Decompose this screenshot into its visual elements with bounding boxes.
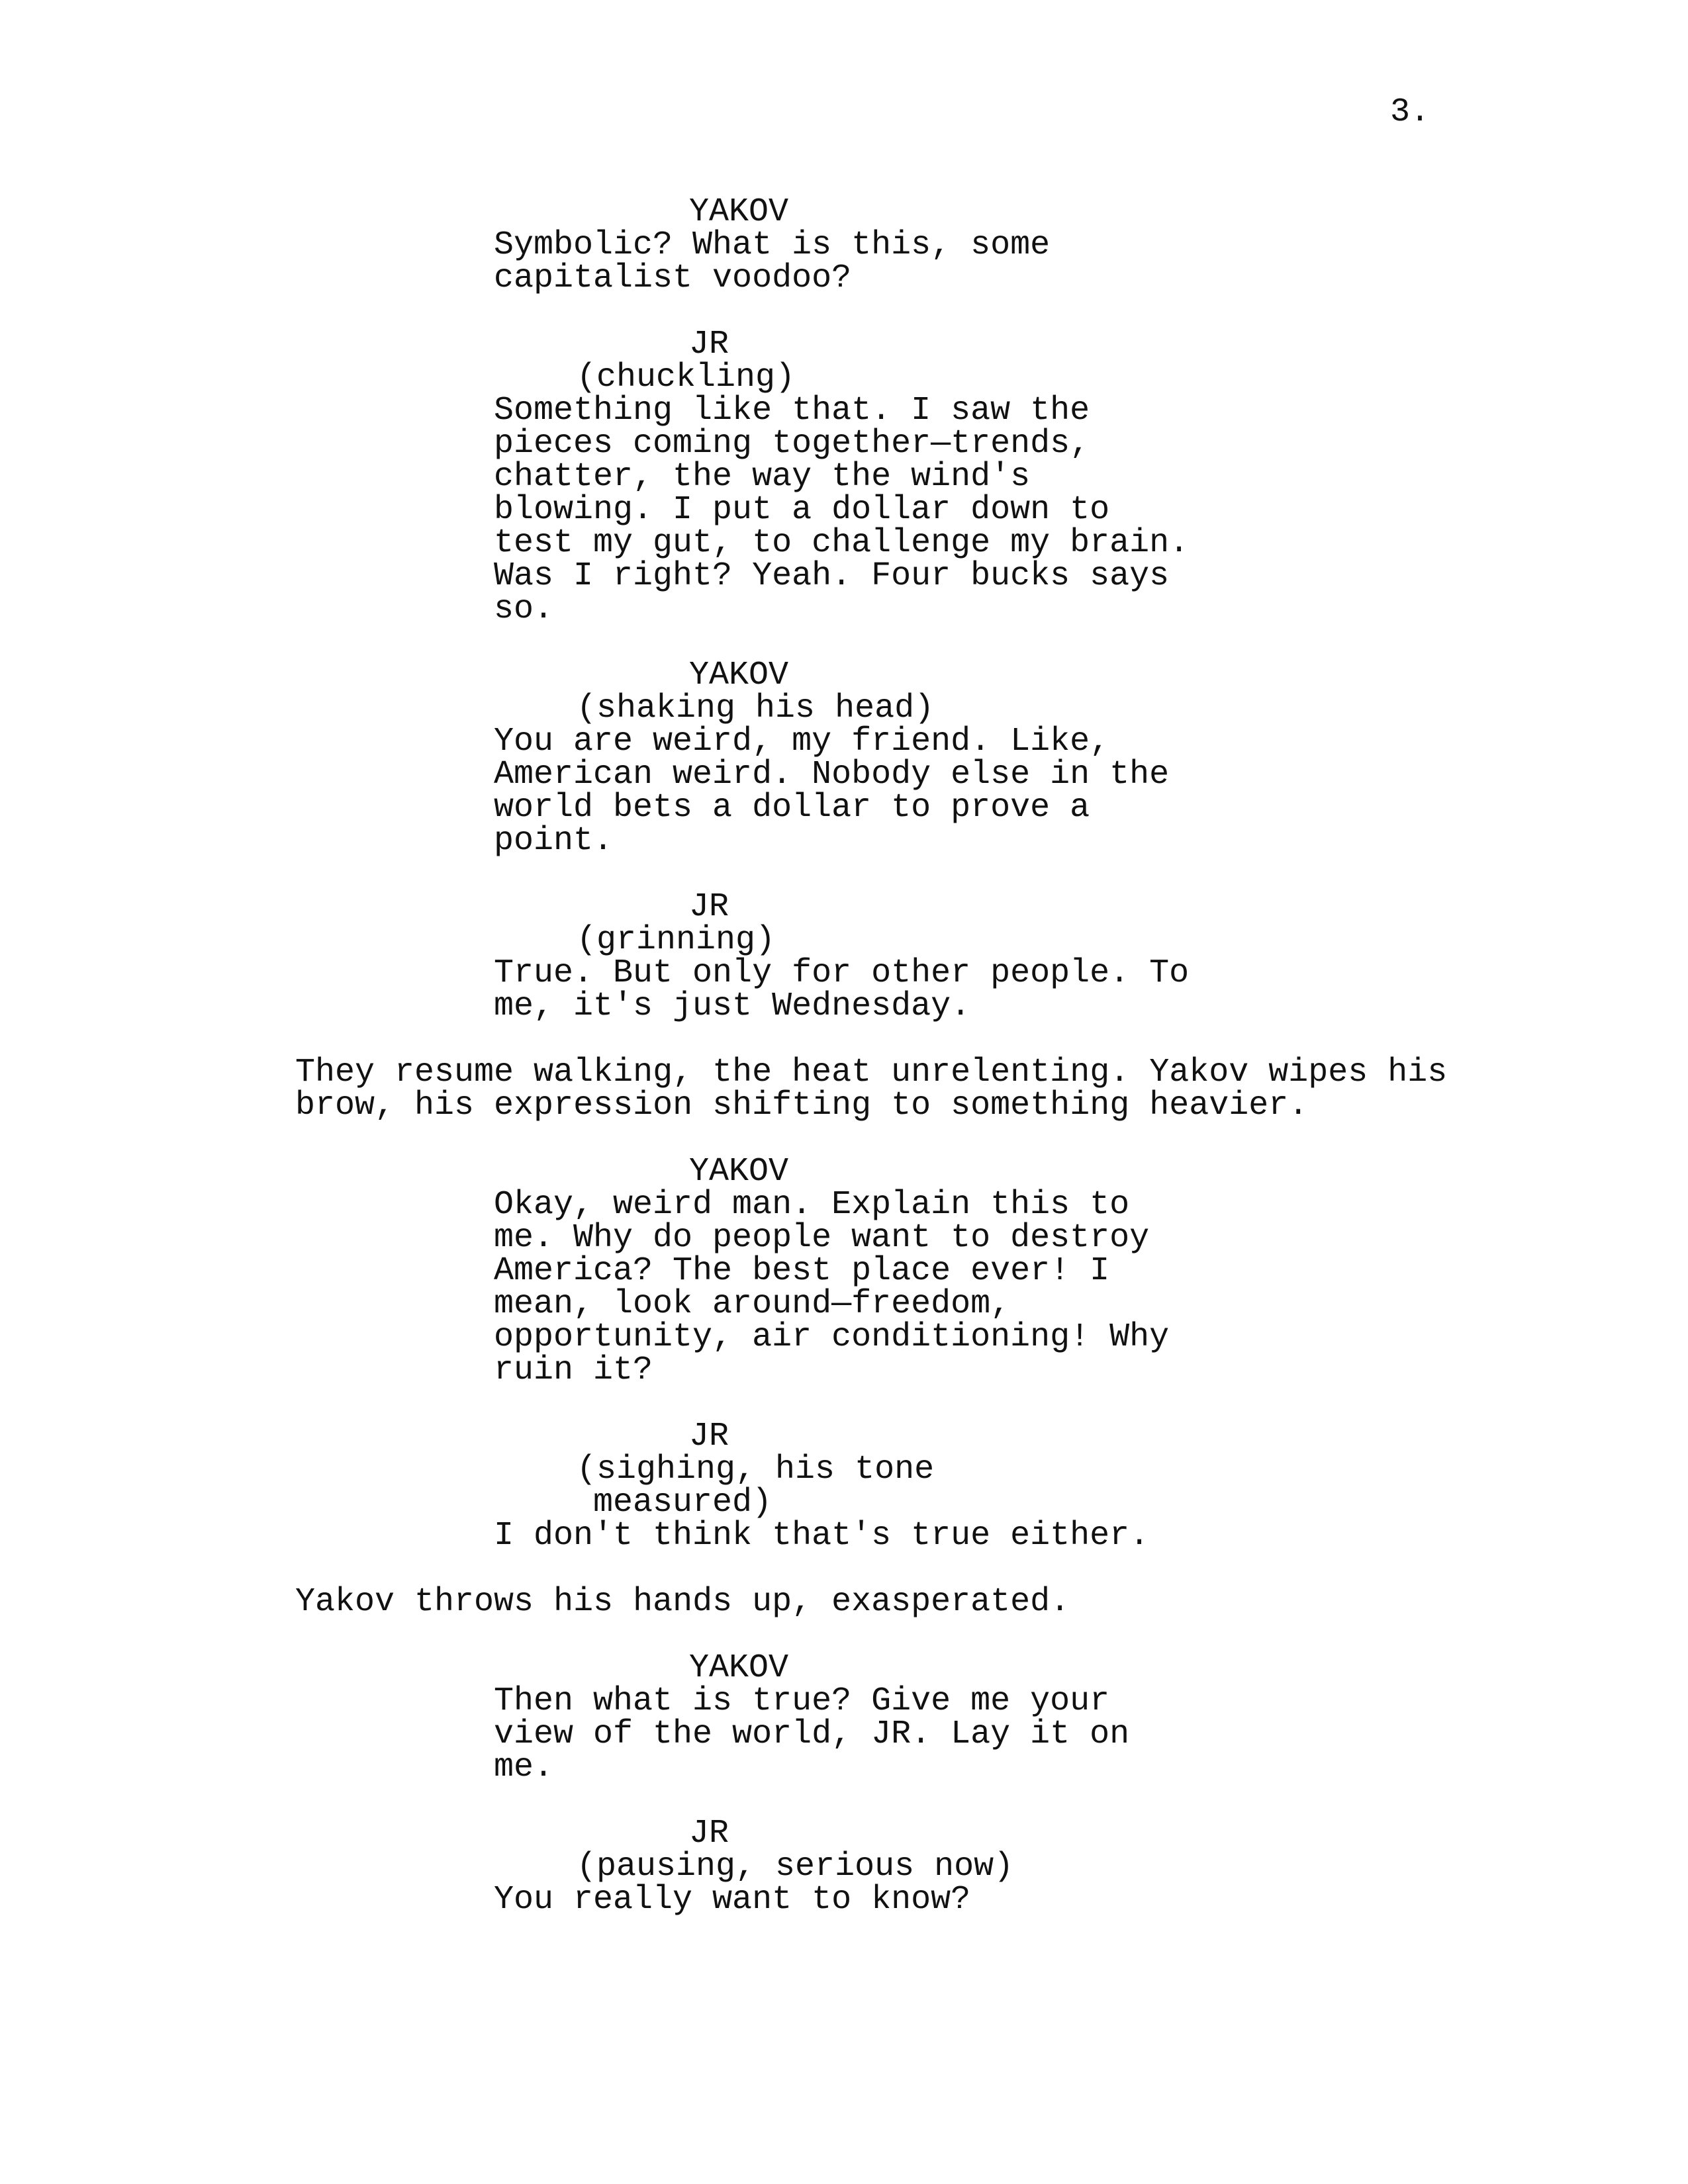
action-line: They resume walking, the heat unrelenting. Yakov wipes his [295, 1054, 1448, 1091]
script-body [0, 193, 1688, 1919]
dialogue-block [0, 1881, 1688, 1919]
character-block [0, 1420, 1688, 1453]
character-name: JR [689, 1418, 729, 1455]
dialogue-line: world bets a dollar to prove a [494, 789, 1090, 827]
page-number: 3. [1390, 93, 1430, 131]
dialogue-line: chatter, the way the wind's [494, 458, 1031, 496]
dialogue-line: I don't think that's true either. [494, 1517, 1150, 1555]
dialogue-line: blowing. I put a dollar down to [494, 491, 1110, 529]
parenthetical-line: (sighing, his tone [577, 1451, 935, 1488]
block-spacer [0, 295, 1688, 328]
dialogue-line: so. [494, 590, 554, 628]
dialogue-block [0, 1517, 1688, 1555]
dialogue-block [0, 226, 1688, 297]
character-block [0, 193, 1688, 231]
dialogue-line: me, it's just Wednesday. [494, 987, 971, 1025]
character-block [0, 1153, 1688, 1191]
block-spacer [0, 626, 1688, 659]
character-name: JR [689, 326, 729, 363]
action-block [0, 1583, 1688, 1621]
character-name: YAKOV [689, 1153, 789, 1191]
character-block [0, 1649, 1688, 1687]
parenthetical-block [0, 361, 1688, 394]
character-block [0, 659, 1688, 692]
action-block [0, 1056, 1688, 1122]
block-spacer [0, 1553, 1688, 1586]
dialogue-line: ruin it? [494, 1351, 653, 1389]
dialogue-line: point. [494, 822, 614, 860]
dialogue-block [0, 394, 1688, 626]
dialogue-line: Then what is true? Give me your [494, 1682, 1110, 1720]
parenthetical-block [0, 1850, 1688, 1884]
block-spacer [0, 1023, 1688, 1056]
character-block [0, 328, 1688, 361]
dialogue-line: You are weird, my friend. Like, [494, 723, 1110, 760]
dialogue-line: opportunity, air conditioning! Why [494, 1318, 1170, 1356]
dialogue-block [0, 1186, 1688, 1389]
dialogue-line: me. [494, 1749, 554, 1786]
dialogue-line: Okay, weird man. Explain this to [494, 1186, 1130, 1224]
dialogue-block [0, 1682, 1688, 1786]
parenthetical-block [0, 921, 1688, 959]
block-spacer [0, 1619, 1688, 1652]
parenthetical-block [0, 1453, 1688, 1520]
character-name: YAKOV [689, 657, 789, 694]
character-name: YAKOV [689, 193, 789, 231]
block-spacer [0, 1122, 1688, 1156]
parenthetical-line: (chuckling) [577, 359, 796, 396]
character-block [0, 1817, 1688, 1850]
dialogue-block [0, 954, 1688, 1025]
dialogue-line: capitalist voodoo? [494, 259, 852, 297]
dialogue-line: mean, look around—freedom, [494, 1285, 1011, 1323]
action-line: brow, his expression shifting to something heavier. [295, 1087, 1309, 1124]
dialogue-line: test my gut, to challenge my brain. [494, 524, 1190, 562]
block-spacer [0, 1784, 1688, 1817]
block-spacer [0, 858, 1688, 891]
character-name: YAKOV [689, 1649, 789, 1687]
character-name: JR [689, 888, 729, 926]
block-spacer [0, 1387, 1688, 1420]
dialogue-line: pieces coming together—trends, [494, 425, 1090, 463]
dialogue-line: You really want to know? [494, 1881, 971, 1919]
dialogue-line: view of the world, JR. Lay it on [494, 1715, 1130, 1753]
parenthetical-line: measured) [593, 1484, 773, 1522]
parenthetical-line: (pausing, serious now) [577, 1848, 1014, 1886]
dialogue-line: Something like that. I saw the [494, 392, 1090, 430]
character-block [0, 888, 1688, 926]
dialogue-block [0, 725, 1688, 858]
dialogue-line: Symbolic? What is this, some [494, 226, 1051, 264]
dialogue-line: American weird. Nobody else in the [494, 756, 1170, 794]
parenthetical-block [0, 692, 1688, 725]
character-name: JR [689, 1815, 729, 1852]
dialogue-line: True. But only for other people. To [494, 954, 1190, 992]
parenthetical-line: (shaking his head) [577, 690, 935, 727]
dialogue-line: Was I right? Yeah. Four bucks says [494, 557, 1170, 595]
dialogue-line: America? The best place ever! I [494, 1252, 1110, 1290]
action-line: Yakov throws his hands up, exasperated. [295, 1583, 1070, 1621]
dialogue-line: me. Why do people want to destroy [494, 1219, 1150, 1257]
parenthetical-line: (grinning) [577, 921, 776, 959]
